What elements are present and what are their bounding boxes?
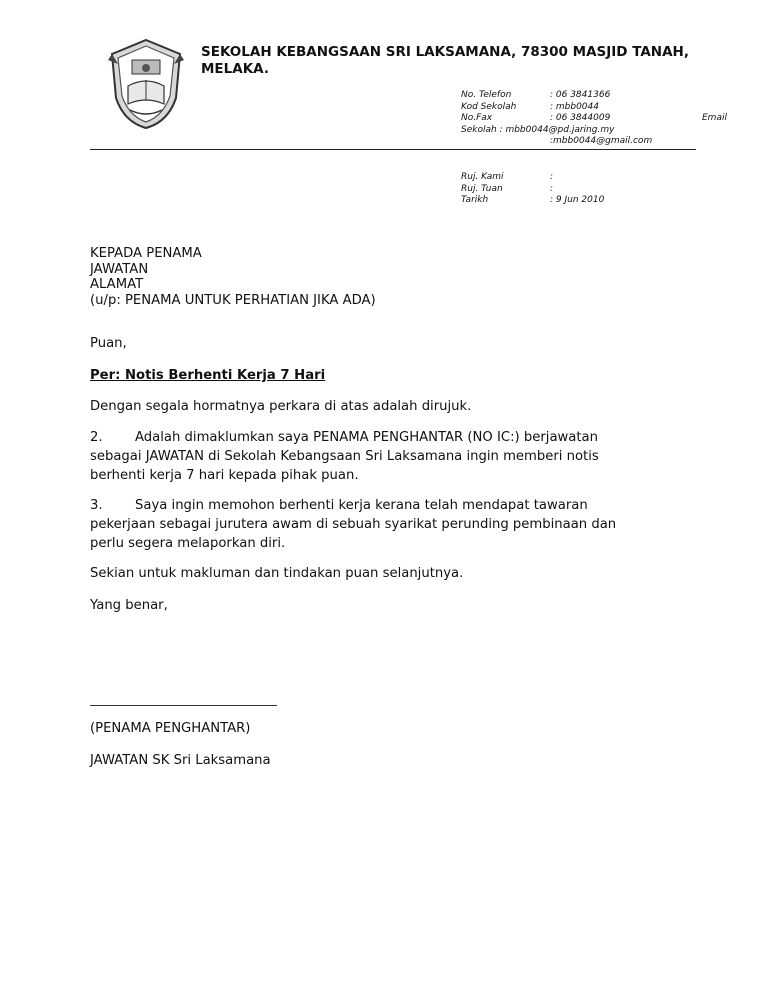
school-name-line2: MELAKA.	[201, 61, 269, 77]
school-name	[201, 44, 689, 78]
paragraph-3	[90, 496, 616, 553]
contact-value: : 06 3844009	[550, 113, 611, 123]
paragraph-number: 3.	[90, 498, 103, 513]
paragraph-3-line2: pekerjaan sebagai jurutera awam di sebuah syarikat perunding pembinaan dan	[90, 517, 617, 532]
salutation: Puan,	[90, 336, 127, 351]
reference-row	[461, 195, 604, 207]
contact-label: No.Fax	[461, 113, 493, 123]
school-name-line1: SEKOLAH KEBANGSAAN SRI LAKSAMANA, 78300 MASJID TANAH,	[201, 44, 689, 60]
reference-value: : 9 Jun 2010	[550, 195, 605, 205]
reference-value: :	[550, 183, 554, 194]
letter-subject: Per: Notis Berhenti Kerja 7 Hari	[90, 368, 326, 383]
paragraph-2-line3: berhenti kerja 7 hari kepada pihak puan.	[90, 468, 359, 483]
contact-email-line2: :mbb0044@gmail.com	[550, 136, 653, 146]
sign-off: Yang benar,	[90, 598, 168, 613]
contact-email-line1: Sekolah : mbb0044@pd.jaring.my	[461, 124, 615, 135]
contact-label: Kod Sekolah	[461, 101, 517, 112]
reference-label: Ruj. Tuan	[461, 183, 503, 194]
paragraph-2-line1: Adalah dimaklumkan saya PENAMA PENGHANTAR (NO IC:) berjawatan	[135, 430, 598, 445]
paragraph-2	[90, 428, 599, 485]
school-crest-logo	[108, 38, 184, 130]
paragraph-3-line1: Saya ingin memohon berhenti kerja kerana telah mendapat tawaran	[135, 498, 588, 513]
paragraph-1: Dengan segala hormatnya perkara di atas adalah dirujuk.	[90, 399, 472, 414]
signature-line	[90, 705, 277, 706]
contact-row-code	[461, 102, 652, 114]
paragraph-3-line3: perlu segera melaporkan diri.	[90, 536, 286, 551]
reference-value: :	[550, 172, 554, 182]
contact-label: No. Telefon	[461, 90, 512, 100]
contact-row-fax	[461, 113, 652, 125]
reference-label: Tarikh	[461, 195, 489, 205]
recipient-name: KEPADA PENAMA	[90, 246, 202, 261]
reference-label: Ruj. Kami	[461, 172, 504, 182]
contact-block	[461, 90, 652, 148]
paragraph-number: 2.	[90, 430, 103, 445]
contact-value: : 06 3841366	[550, 90, 611, 100]
recipient-position: JAWATAN	[90, 261, 149, 277]
contact-row-phone	[461, 90, 652, 102]
contact-email-label: Email	[702, 113, 727, 123]
signature-title: JAWATAN SK Sri Laksamana	[90, 753, 271, 768]
recipient-block	[90, 246, 376, 308]
recipient-address: ALAMAT	[90, 277, 144, 292]
paragraph-2-line2: sebagai JAWATAN di Sekolah Kebangsaan Sri Laksamana ingin memberi notis	[90, 449, 599, 464]
closing-text: Sekian untuk makluman dan tindakan puan selanjutnya.	[90, 566, 464, 581]
reference-row	[461, 184, 604, 196]
reference-block	[461, 172, 604, 207]
contact-value: : mbb0044	[550, 101, 599, 112]
reference-row	[461, 172, 604, 184]
recipient-attention: (u/p: PENAMA UNTUK PERHATIAN JIKA ADA)	[90, 292, 376, 308]
signature-name: (PENAMA PENGHANTAR)	[90, 721, 251, 736]
header-divider	[90, 149, 696, 150]
